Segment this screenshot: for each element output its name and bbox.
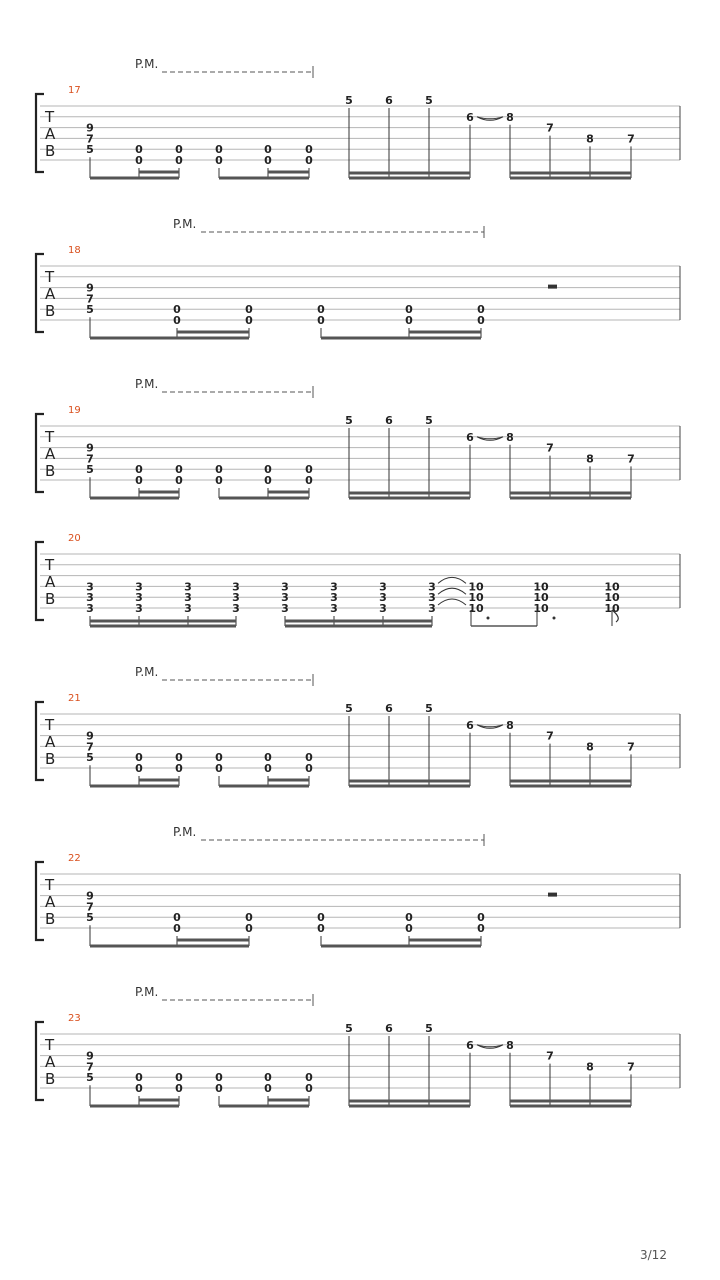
fret-number: 0 <box>173 303 181 317</box>
fret-number: 5 <box>86 911 94 925</box>
measure-number: 23 <box>68 1013 81 1024</box>
fret-number: 0 <box>135 1071 143 1085</box>
tab-clef-letter: T <box>45 108 55 126</box>
fret-number: 3 <box>281 591 289 605</box>
fret-number: 8 <box>506 430 514 444</box>
fret-number: 5 <box>425 94 433 107</box>
measure-number: 19 <box>68 405 81 416</box>
fret-number: 5 <box>345 414 353 427</box>
fret-number: 3 <box>232 591 240 605</box>
fret-number: 10 <box>533 591 549 605</box>
fret-number: 0 <box>175 143 183 157</box>
measure-number: 22 <box>68 853 81 864</box>
fret-number: 3 <box>428 580 436 594</box>
page-number: 3/12 <box>640 1248 667 1262</box>
fret-number: 0 <box>264 154 272 167</box>
fret-number: 0 <box>175 1082 183 1095</box>
palm-mute-label: P.M. <box>173 825 197 839</box>
fret-number: 5 <box>86 143 94 157</box>
fret-number: 0 <box>305 1071 313 1085</box>
fret-number: 8 <box>586 452 594 466</box>
fret-number: 0 <box>135 463 143 477</box>
tab-clef-letter: B <box>45 142 56 160</box>
fret-number: 0 <box>135 1082 143 1095</box>
tab-clef-letter: B <box>45 1070 56 1088</box>
fret-number: 5 <box>86 751 94 765</box>
fret-number: 0 <box>305 1082 313 1095</box>
palm-mute-label: P.M. <box>173 217 197 231</box>
fret-number: 5 <box>425 1022 433 1035</box>
fret-number: 10 <box>604 591 620 605</box>
fret-number: 10 <box>604 602 620 615</box>
fret-number: 0 <box>317 911 325 925</box>
fret-number: 7 <box>627 132 635 146</box>
tab-clef-letter: T <box>45 876 55 894</box>
fret-number: 7 <box>86 740 94 754</box>
fret-number: 9 <box>86 889 94 903</box>
fret-number: 6 <box>466 1038 474 1052</box>
measure-number: 21 <box>68 693 81 704</box>
fret-number: 5 <box>86 303 94 317</box>
fret-number: 0 <box>215 751 223 765</box>
fret-number: 0 <box>173 314 181 327</box>
fret-number: 0 <box>245 911 253 925</box>
rest-symbol <box>548 285 557 289</box>
fret-number: 5 <box>86 463 94 477</box>
fret-number: 5 <box>425 702 433 715</box>
fret-number: 6 <box>466 110 474 124</box>
fret-number: 0 <box>175 474 183 487</box>
fret-number: 0 <box>264 1082 272 1095</box>
palm-mute-label: P.M. <box>135 985 159 999</box>
palm-mute-label: P.M. <box>135 57 159 71</box>
fret-number: 3 <box>232 602 240 615</box>
tab-clef-letter: T <box>45 716 55 734</box>
fret-number: 3 <box>379 591 387 605</box>
fret-number: 0 <box>175 762 183 775</box>
fret-number: 0 <box>317 303 325 317</box>
fret-number: 6 <box>385 414 393 427</box>
palm-mute-label: P.M. <box>135 665 159 679</box>
fret-number: 7 <box>546 441 554 455</box>
rhythm-dot <box>487 617 490 620</box>
fret-number: 8 <box>586 132 594 146</box>
fret-number: 10 <box>468 602 484 615</box>
fret-number: 3 <box>184 591 192 605</box>
tab-clef-letter: B <box>45 910 56 928</box>
fret-number: 0 <box>305 154 313 167</box>
fret-number: 5 <box>425 414 433 427</box>
fret-number: 8 <box>506 718 514 732</box>
measure-number: 17 <box>68 85 81 96</box>
fret-number: 0 <box>305 762 313 775</box>
fret-number: 0 <box>305 751 313 765</box>
tab-clef-letter: A <box>45 285 56 303</box>
fret-number: 5 <box>345 94 353 107</box>
fret-number: 7 <box>546 121 554 135</box>
fret-number: 3 <box>135 602 143 615</box>
fret-number: 0 <box>405 911 413 925</box>
fret-number: 0 <box>173 922 181 935</box>
fret-number: 3 <box>184 580 192 594</box>
tab-clef-letter: A <box>45 445 56 463</box>
fret-number: 3 <box>135 580 143 594</box>
fret-number: 5 <box>345 702 353 715</box>
tab-clef-letter: T <box>45 1036 55 1054</box>
tab-clef-letter: A <box>45 893 56 911</box>
fret-number: 0 <box>264 474 272 487</box>
fret-number: 0 <box>215 474 223 487</box>
palm-mute-label: P.M. <box>135 377 159 391</box>
tab-clef-letter: B <box>45 750 56 768</box>
tab-clef-letter: B <box>45 590 56 608</box>
tie-curve <box>438 577 466 583</box>
fret-number: 0 <box>215 1082 223 1095</box>
tab-clef-letter: A <box>45 573 56 591</box>
tab-clef-letter: B <box>45 302 56 320</box>
fret-number: 0 <box>477 314 485 327</box>
fret-number: 7 <box>86 132 94 146</box>
fret-number: 7 <box>546 729 554 743</box>
fret-number: 3 <box>86 591 94 605</box>
measure-number: 18 <box>68 245 81 256</box>
fret-number: 3 <box>281 602 289 615</box>
fret-number: 0 <box>305 143 313 157</box>
fret-number: 3 <box>428 602 436 615</box>
fret-number: 8 <box>506 1038 514 1052</box>
fret-number: 0 <box>175 463 183 477</box>
fret-number: 0 <box>245 922 253 935</box>
measure-number: 20 <box>68 533 81 544</box>
fret-number: 0 <box>215 1071 223 1085</box>
fret-number: 0 <box>175 1071 183 1085</box>
fret-number: 5 <box>86 1071 94 1085</box>
fret-number: 7 <box>627 452 635 466</box>
fret-number: 0 <box>477 922 485 935</box>
fret-number: 8 <box>586 1060 594 1074</box>
fret-number: 0 <box>264 751 272 765</box>
fret-number: 6 <box>466 718 474 732</box>
fret-number: 0 <box>264 463 272 477</box>
tie-curve <box>438 588 466 594</box>
fret-number: 10 <box>468 591 484 605</box>
fret-number: 3 <box>330 580 338 594</box>
fret-number: 3 <box>86 580 94 594</box>
fret-number: 10 <box>533 580 549 594</box>
fret-number: 7 <box>627 1060 635 1074</box>
fret-number: 6 <box>385 94 393 107</box>
fret-number: 0 <box>317 922 325 935</box>
fret-number: 0 <box>215 463 223 477</box>
tab-clef-letter: A <box>45 1053 56 1071</box>
fret-number: 9 <box>86 281 94 295</box>
fret-number: 0 <box>405 922 413 935</box>
fret-number: 7 <box>86 1060 94 1074</box>
fret-number: 0 <box>264 143 272 157</box>
fret-number: 0 <box>245 303 253 317</box>
fret-number: 5 <box>345 1022 353 1035</box>
tab-clef-letter: T <box>45 268 55 286</box>
fret-number: 7 <box>86 900 94 914</box>
fret-number: 0 <box>135 762 143 775</box>
fret-number: 0 <box>215 143 223 157</box>
fret-number: 0 <box>477 303 485 317</box>
fret-number: 0 <box>135 474 143 487</box>
tie-curve <box>438 599 466 605</box>
fret-number: 0 <box>175 751 183 765</box>
rest-symbol <box>548 893 557 897</box>
fret-number: 10 <box>468 580 484 594</box>
fret-number: 3 <box>184 602 192 615</box>
fret-number: 0 <box>135 154 143 167</box>
fret-number: 7 <box>86 452 94 466</box>
rhythm-dot <box>553 617 556 620</box>
tab-clef-letter: A <box>45 733 56 751</box>
fret-number: 9 <box>86 441 94 455</box>
fret-number: 3 <box>281 580 289 594</box>
fret-number: 10 <box>533 602 549 615</box>
fret-number: 8 <box>506 110 514 124</box>
fret-number: 0 <box>245 314 253 327</box>
fret-number: 9 <box>86 1049 94 1063</box>
fret-number: 0 <box>305 463 313 477</box>
fret-number: 0 <box>477 911 485 925</box>
fret-number: 0 <box>264 762 272 775</box>
fret-number: 10 <box>604 580 620 594</box>
fret-number: 3 <box>379 602 387 615</box>
fret-number: 6 <box>466 430 474 444</box>
fret-number: 0 <box>405 314 413 327</box>
fret-number: 0 <box>175 154 183 167</box>
fret-number: 0 <box>215 154 223 167</box>
fret-number: 3 <box>232 580 240 594</box>
fret-number: 0 <box>305 474 313 487</box>
fret-number: 8 <box>586 740 594 754</box>
fret-number: 6 <box>385 1022 393 1035</box>
fret-number: 3 <box>86 602 94 615</box>
fret-number: 3 <box>428 591 436 605</box>
fret-number: 3 <box>379 580 387 594</box>
fret-number: 0 <box>135 143 143 157</box>
fret-number: 0 <box>173 911 181 925</box>
fret-number: 7 <box>627 740 635 754</box>
tab-clef-letter: A <box>45 125 56 143</box>
fret-number: 9 <box>86 121 94 135</box>
fret-number: 0 <box>317 314 325 327</box>
tab-clef-letter: T <box>45 556 55 574</box>
fret-number: 0 <box>135 751 143 765</box>
fret-number: 0 <box>264 1071 272 1085</box>
fret-number: 7 <box>86 292 94 306</box>
tab-clef-letter: B <box>45 462 56 480</box>
fret-number: 0 <box>405 303 413 317</box>
fret-number: 3 <box>135 591 143 605</box>
fret-number: 7 <box>546 1049 554 1063</box>
fret-number: 0 <box>215 762 223 775</box>
fret-number: 9 <box>86 729 94 743</box>
tab-clef-letter: T <box>45 428 55 446</box>
fret-number: 3 <box>330 602 338 615</box>
fret-number: 6 <box>385 702 393 715</box>
fret-number: 3 <box>330 591 338 605</box>
